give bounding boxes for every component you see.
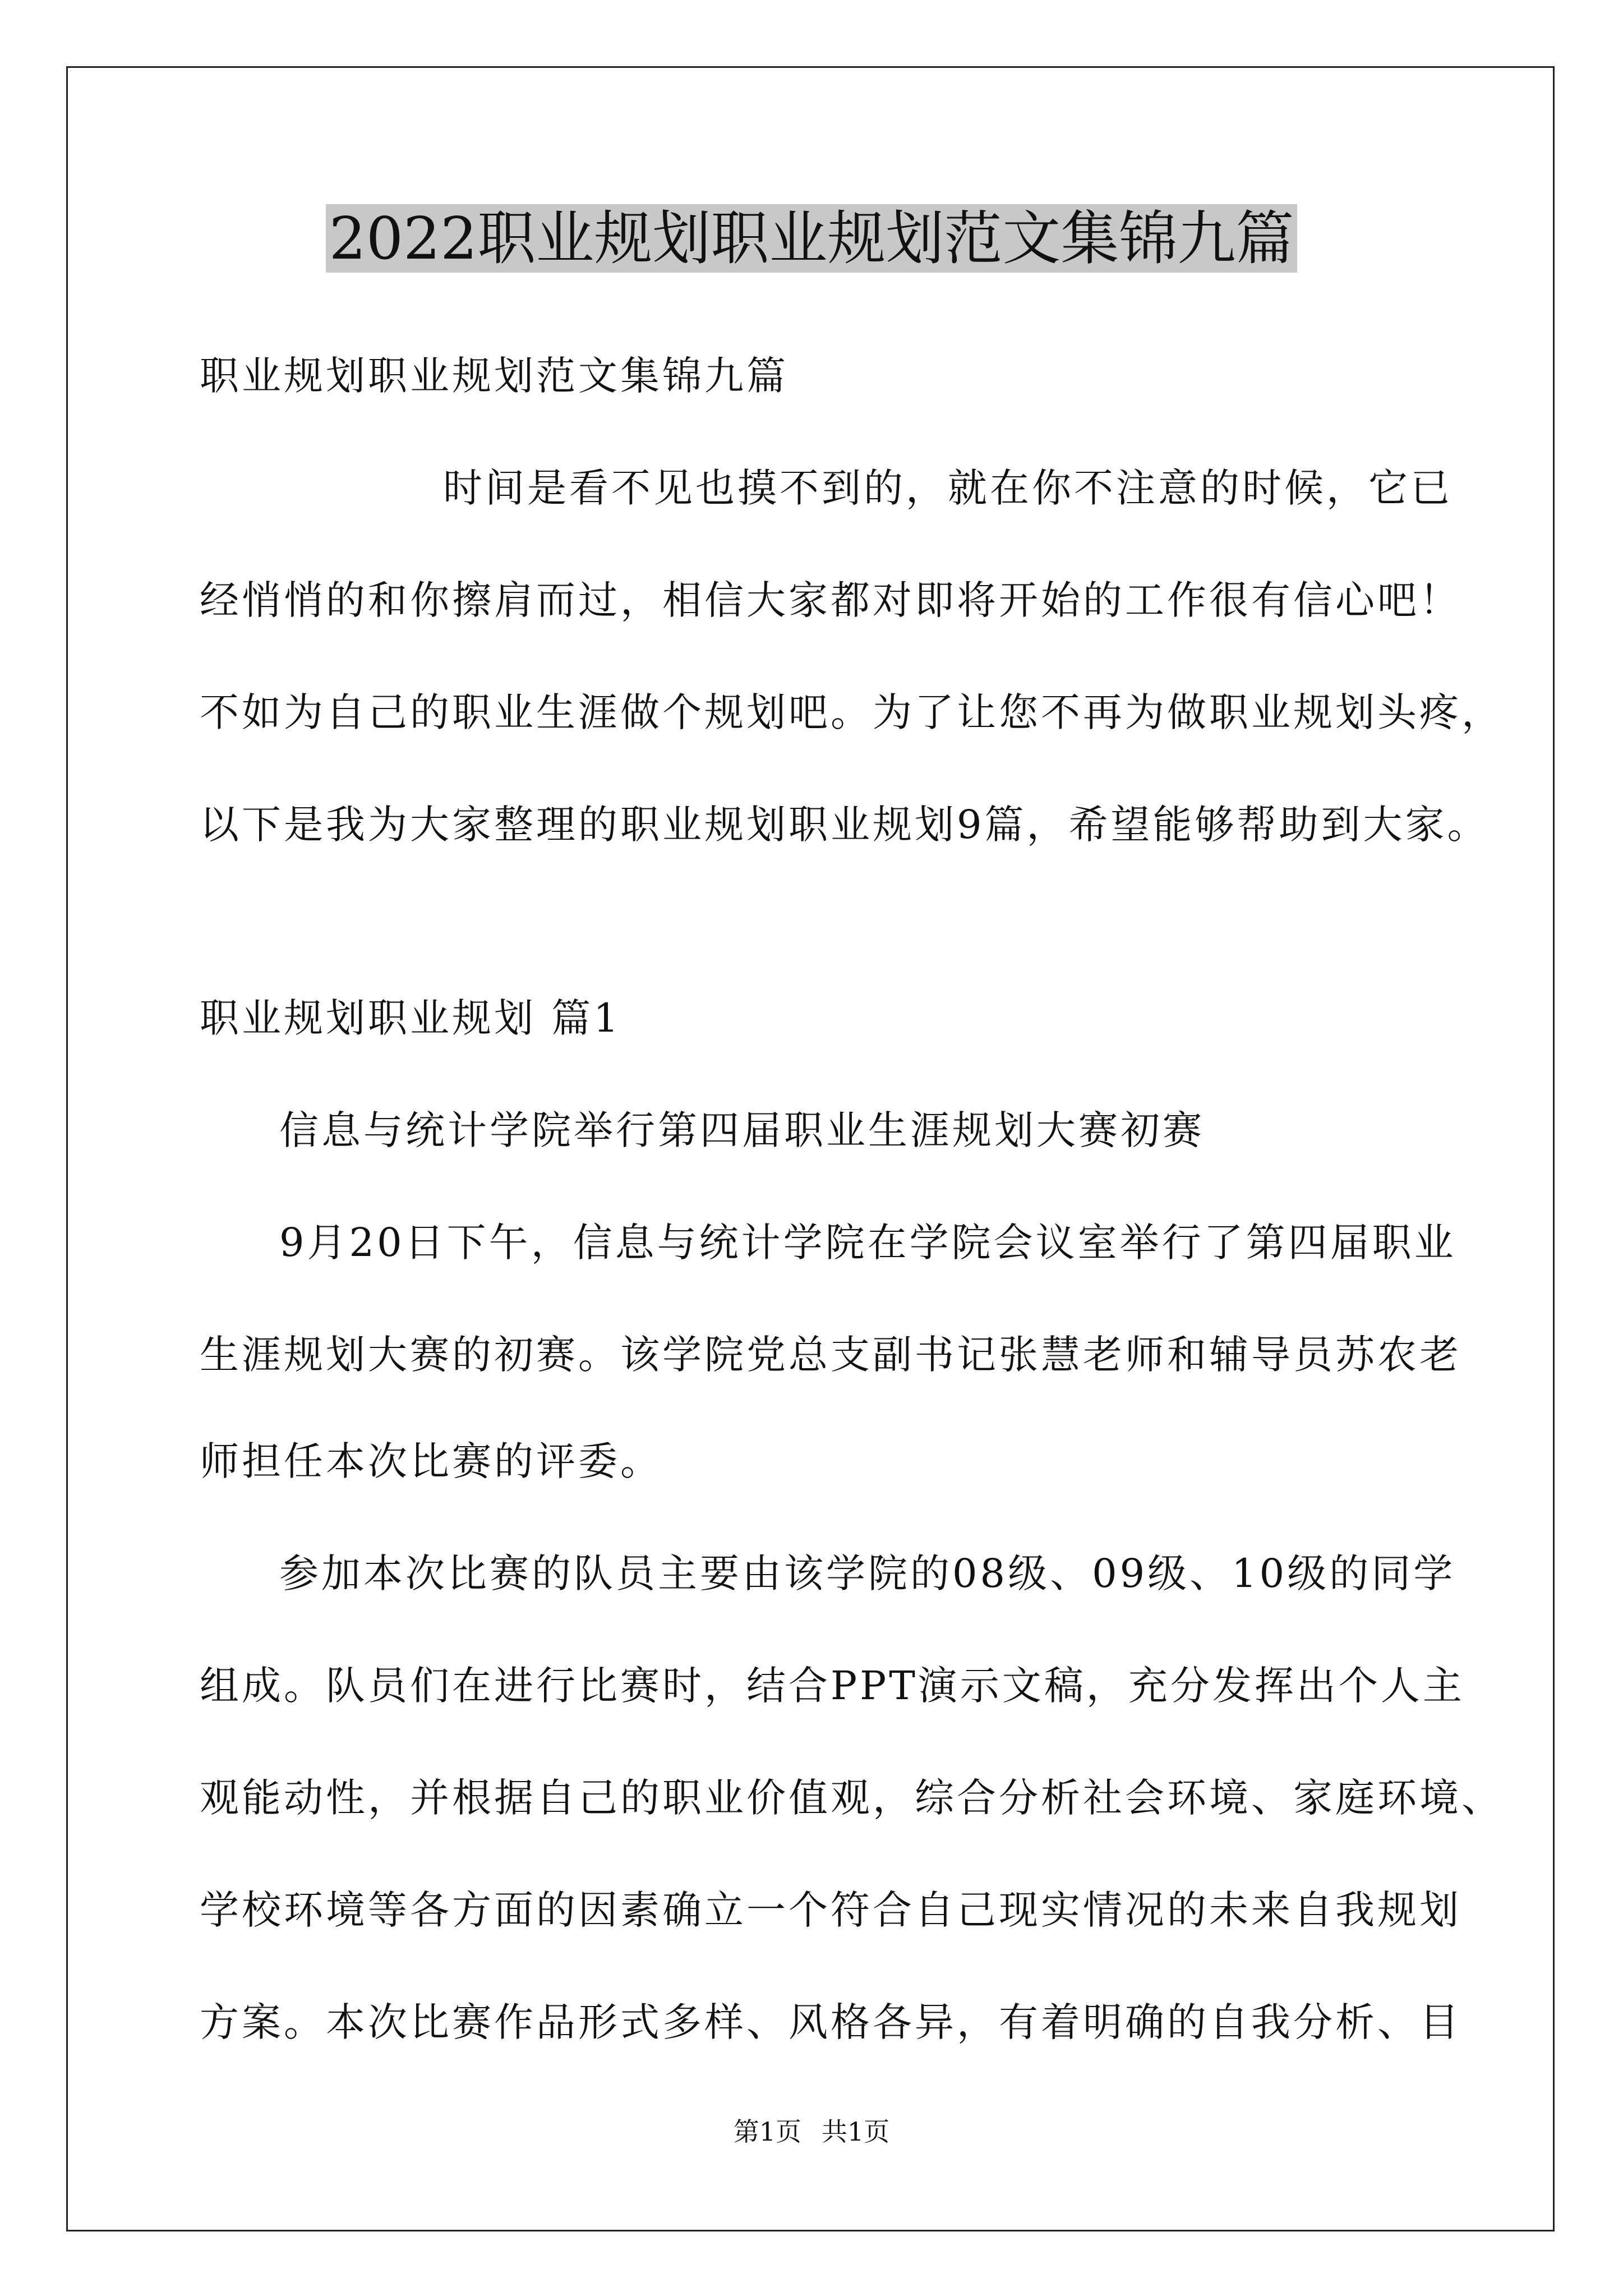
section-heading: 职业规划职业规划 篇1 [200,995,621,1041]
intro-line-3: 不如为自己的职业生涯做个规划吧。为了让您不再为做职业规划头疼， [200,689,1504,735]
intro-line-4: 以下是我为大家整理的职业规划职业规划9篇，希望能够帮助到大家。 [200,802,1490,848]
paragraph2-line-1: 参加本次比赛的队员主要由该学院的08级、09级、10级的同学 [279,1550,1456,1596]
article-title: 信息与统计学院举行第四届职业生涯规划大赛初赛 [279,1107,1205,1153]
paragraph2-line-2: 组成。队员们在进行比赛时，结合PPT演示文稿，充分发挥出个人主 [200,1663,1465,1709]
paragraph2-line-5: 方案。本次比赛作品形式多样、风格各异，有着明确的自我分析、目 [200,1999,1461,2045]
document-subtitle: 职业规划职业规划范文集锦九篇 [200,353,789,399]
paragraph1-line-1: 9月20日下午，信息与统计学院在学院会议室举行了第四届职业 [279,1220,1456,1266]
paragraph2-line-3: 观能动性，并根据自己的职业价值观，综合分析社会环境、家庭环境、 [200,1775,1504,1821]
paragraph1-line-3: 师担任本次比赛的评委。 [200,1438,662,1484]
document-title [0,202,1623,275]
page-footer [0,2115,1623,2148]
document-title-text: 2022职业规划职业规划范文集锦九篇 [326,204,1298,273]
current-page-label: 第1页 [733,2116,801,2147]
intro-line-1: 时间是看不见也摸不到的，就在你不注意的时候，它已 [443,465,1453,511]
total-pages-label: 共1页 [822,2116,890,2147]
paragraph1-line-2: 生涯规划大赛的初赛。该学院党总支副书记张慧老师和辅导员苏农老 [200,1332,1461,1378]
intro-line-2: 经悄悄的和你擦肩而过，相信大家都对即将开始的工作很有信心吧！ [200,577,1461,623]
paragraph2-line-4: 学校环境等各方面的因素确立一个符合自己现实情况的未来自我规划 [200,1887,1461,1933]
